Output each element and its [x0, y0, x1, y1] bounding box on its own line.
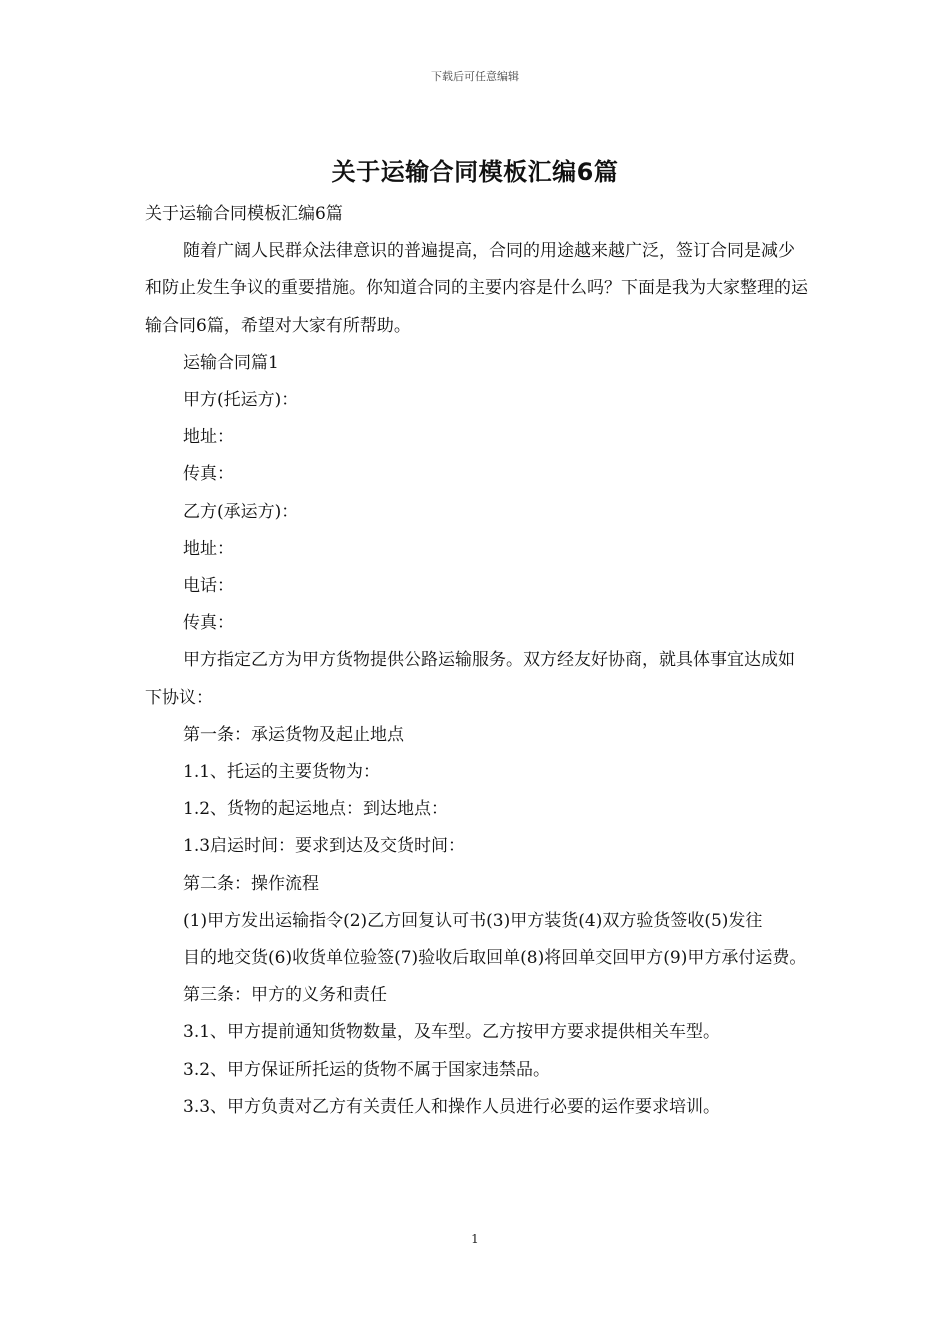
body-paragraph: (1)甲方发出运输指令(2)乙方回复认可书(3)甲方装货(4)双方验货签收(5)发往 [183, 910, 763, 931]
body-paragraph: 地址： [183, 427, 234, 448]
body-paragraph: 3.1、甲方提前通知货物数量，及车型。乙方按甲方要求提供相关车型。 [183, 1022, 721, 1043]
body-paragraph: 1.1、托运的主要货物为： [183, 762, 381, 783]
body-paragraph: 传真： [183, 613, 234, 634]
page-number: 1 [471, 1232, 479, 1246]
body-paragraph: 甲方指定乙方为甲方货物提供公路运输服务。双方经友好协商，就具体事宜达成如下协议： [145, 650, 795, 708]
body-paragraph: 1.2、货物的起运地点：到达地点： [183, 799, 449, 820]
body-paragraph: 第二条：操作流程 [183, 873, 319, 894]
body-paragraph: 甲方(托运方)： [183, 390, 299, 411]
body-paragraph: 3.2、甲方保证所托运的货物不属于国家违禁品。 [183, 1059, 551, 1080]
body-paragraph: 3.3、甲方负责对乙方有关责任人和操作人员进行必要的运作要求培训。 [183, 1096, 721, 1117]
body-paragraph: 随着广阔人民群众法律意识的普遍提高，合同的用途越来越广泛，签订合同是减少和防止发生争议的重要措施。你知道合同的主要内容是什么吗？下面是我为大家整理的运输合同6篇，希望对大家有所帮助。 [145, 241, 808, 336]
body-paragraph: 目的地交货(6)收货单位验签(7)验收后取回单(8)将回单交回甲方(9)甲方承付运费。 [183, 948, 807, 969]
body-paragraph: 地址： [183, 538, 234, 559]
body-paragraph: 第三条：甲方的义务和责任 [183, 985, 387, 1006]
body-paragraph: 运输合同篇1 [183, 352, 279, 373]
body-paragraph: 关于运输合同模板汇编6篇 [145, 204, 343, 224]
body-paragraph: 1.3启运时间：要求到达及交货时间： [183, 836, 466, 857]
body-paragraph: 乙方(承运方)： [183, 501, 299, 522]
body-paragraph: 传真： [183, 464, 234, 485]
body-paragraph: 第一条：承运货物及起止地点 [183, 724, 404, 745]
page-header-note: 下载后可任意编辑 [431, 70, 519, 83]
document-title: 关于运输合同模板汇编6篇 [331, 158, 619, 186]
body-paragraph: 电话： [183, 576, 234, 597]
document-body [145, 196, 810, 1126]
